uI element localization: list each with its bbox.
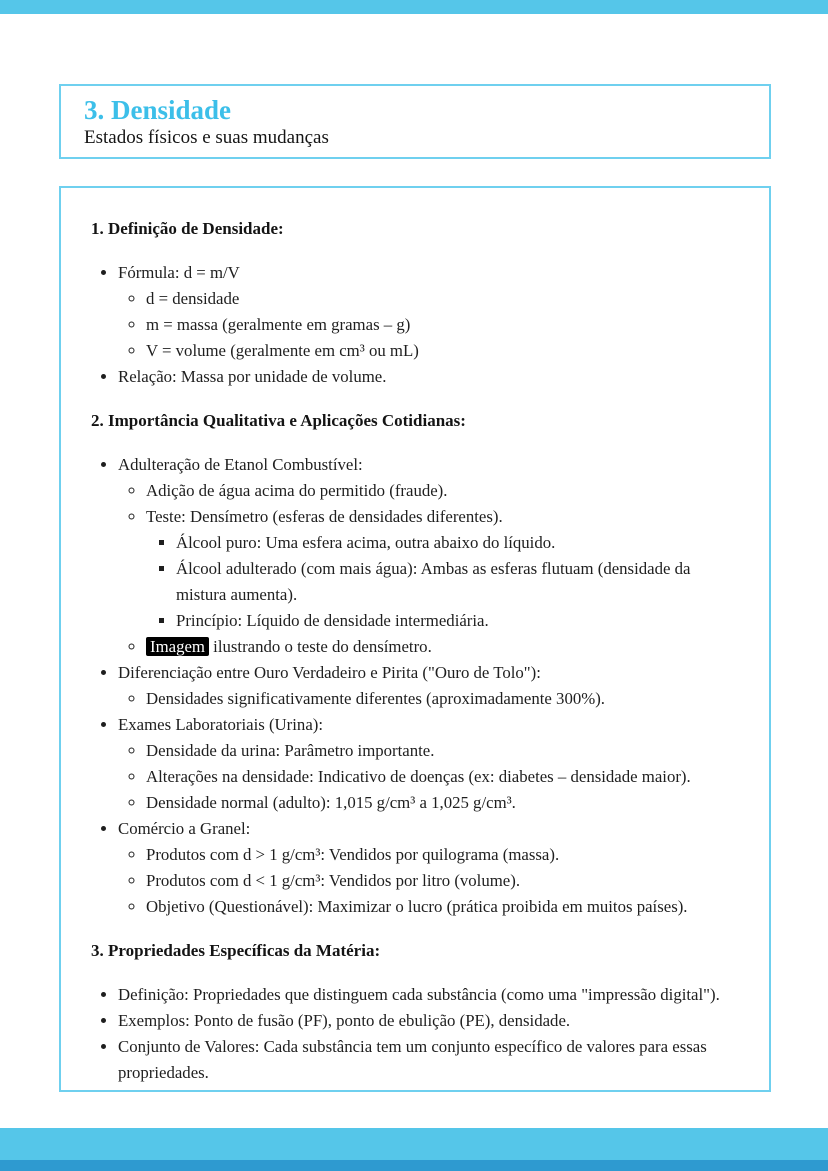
bottom-dark-bar bbox=[0, 1160, 828, 1171]
list-item-text: Diferenciação entre Ouro Verdadeiro e Pirita ("Ouro de Tolo"): bbox=[118, 663, 541, 682]
list-item bbox=[146, 868, 739, 894]
content-section bbox=[91, 408, 739, 920]
list-item-text: Adulteração de Etanol Combustível: bbox=[118, 455, 363, 474]
list-item-text: Exames Laboratoriais (Urina): bbox=[118, 715, 324, 734]
list-item bbox=[146, 286, 739, 312]
content-section bbox=[91, 216, 739, 390]
bullet-list-level-1 bbox=[91, 982, 739, 1086]
list-item-text: Imagem ilustrando o teste do densímetro. bbox=[146, 637, 432, 656]
list-item bbox=[146, 738, 739, 764]
bullet-list-level-1 bbox=[91, 260, 739, 390]
list-item bbox=[146, 634, 739, 660]
list-item bbox=[118, 712, 739, 816]
highlighted-word: Imagem bbox=[146, 637, 209, 656]
list-item bbox=[118, 982, 739, 1008]
list-item bbox=[146, 790, 739, 816]
list-item-text: Densidades significativamente diferentes (aproximadamente 300%). bbox=[146, 689, 605, 708]
page-subtitle: Estados físicos e suas mudanças bbox=[84, 127, 329, 149]
content-section bbox=[91, 938, 739, 1086]
list-item-text: Exemplos: Ponto de fusão (PF), ponto de ebulição (PE), densidade. bbox=[118, 1011, 571, 1030]
bottom-accent-bar bbox=[0, 1128, 828, 1160]
list-item bbox=[146, 312, 739, 338]
list-item-text: d = densidade bbox=[146, 289, 240, 308]
list-item-text: V = volume (geralmente em cm³ ou mL) bbox=[146, 341, 419, 360]
list-item-text: Princípio: Líquido de densidade intermediária. bbox=[176, 611, 489, 630]
list-item-text: Relação: Massa por unidade de volume. bbox=[118, 367, 387, 386]
list-item-text: Densidade normal (adulto): 1,015 g/cm³ a 1,025 g/cm³. bbox=[146, 793, 516, 812]
list-item bbox=[118, 660, 739, 712]
page-title: 3. Densidade bbox=[84, 95, 232, 125]
list-item bbox=[146, 842, 739, 868]
list-item-text: Definição: Propriedades que distinguem cada substância (como uma "impressão digital"). bbox=[118, 985, 720, 1004]
title-box bbox=[59, 84, 771, 159]
list-item bbox=[176, 530, 739, 556]
list-item bbox=[146, 894, 739, 920]
top-accent-bar bbox=[0, 0, 828, 14]
list-item bbox=[118, 364, 739, 390]
list-item-text: Produtos com d < 1 g/cm³: Vendidos por litro (volume). bbox=[146, 871, 521, 890]
list-item bbox=[176, 608, 739, 634]
bullet-list-level-3 bbox=[146, 530, 739, 634]
list-item-text: Objetivo (Questionável): Maximizar o lucro (prática proibida em muitos países). bbox=[146, 897, 688, 916]
list-item bbox=[118, 1008, 739, 1034]
bullet-list-level-2 bbox=[118, 478, 739, 660]
list-item bbox=[146, 478, 739, 504]
list-item bbox=[118, 1034, 739, 1086]
list-item bbox=[118, 816, 739, 920]
list-item-text: Alterações na densidade: Indicativo de doenças (ex: diabetes – densidade maior). bbox=[146, 767, 691, 786]
list-item-text: Teste: Densímetro (esferas de densidades diferentes). bbox=[146, 507, 503, 526]
bullet-list-level-2 bbox=[118, 842, 739, 920]
section-heading: 3. Propriedades Específicas da Matéria: bbox=[91, 941, 381, 960]
list-item bbox=[146, 504, 739, 634]
list-item-text: m = massa (geralmente em gramas – g) bbox=[146, 315, 411, 334]
list-item-text: Adição de água acima do permitido (fraude). bbox=[146, 481, 448, 500]
list-item-text: Conjunto de Valores: Cada substância tem um conjunto específico de valores para essas propriedades. bbox=[118, 1037, 707, 1082]
sections-container bbox=[91, 216, 739, 1086]
list-item bbox=[176, 556, 739, 608]
list-item-text: Fórmula: d = m/V bbox=[118, 263, 240, 282]
list-item-text: Comércio a Granel: bbox=[118, 819, 251, 838]
list-item bbox=[146, 764, 739, 790]
content-box bbox=[59, 186, 771, 1092]
list-item-text: Produtos com d > 1 g/cm³: Vendidos por quilograma (massa). bbox=[146, 845, 560, 864]
list-item bbox=[146, 686, 739, 712]
bullet-list-level-1 bbox=[91, 452, 739, 920]
list-item-text: Densidade da urina: Parâmetro importante. bbox=[146, 741, 435, 760]
bullet-list-level-2 bbox=[118, 686, 739, 712]
list-item-text: Álcool adulterado (com mais água): Ambas as esferas flutuam (densidade da mistura aumenta). bbox=[176, 559, 691, 604]
list-item bbox=[146, 338, 739, 364]
bullet-list-level-2 bbox=[118, 286, 739, 364]
section-heading: 2. Importância Qualitativa e Aplicações Cotidianas: bbox=[91, 411, 466, 430]
list-item-text: Álcool puro: Uma esfera acima, outra abaixo do líquido. bbox=[176, 533, 556, 552]
bullet-list-level-2 bbox=[118, 738, 739, 816]
list-item bbox=[118, 260, 739, 364]
list-item bbox=[118, 452, 739, 660]
section-heading: 1. Definição de Densidade: bbox=[91, 219, 284, 238]
